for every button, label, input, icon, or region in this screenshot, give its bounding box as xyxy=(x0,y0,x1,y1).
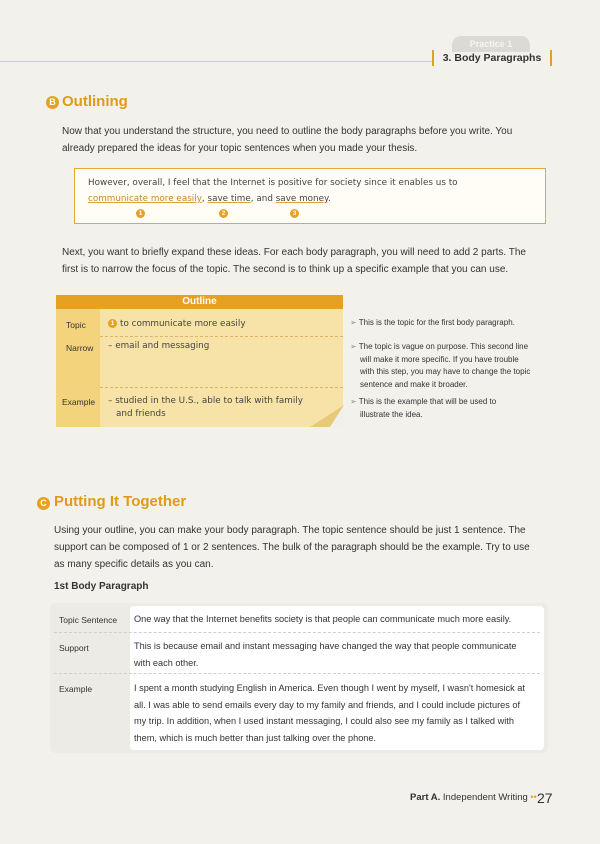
topic-sentence-text: One way that the Internet benefits society is that people can communicate much more easily. xyxy=(134,614,512,624)
header-rule xyxy=(0,61,432,62)
section-c-badge: C xyxy=(37,497,50,510)
subheading-1st-body-paragraph: 1st Body Paragraph xyxy=(54,581,149,592)
outline-topic-text: to communicate more easily xyxy=(120,319,246,329)
outline-label-narrow: Narrow xyxy=(66,343,94,353)
note-narrow: ➢ The topic is vague on purpose. This second line will make it more specific. If you have trouble with this step, you may have to change the topic sentence and make it broader. xyxy=(350,342,531,389)
chapter-label: 3. Body Paragraphs xyxy=(432,50,552,66)
row-divider xyxy=(54,632,540,634)
section-b-title: Outlining xyxy=(62,93,128,110)
outline-divider xyxy=(100,387,343,389)
note-example: ➢ This is the example that will be used to illustrate the idea. xyxy=(350,397,497,419)
page-curl-icon xyxy=(310,405,344,429)
outline-label-example: Example xyxy=(62,397,96,407)
marker-3: 3 xyxy=(290,209,299,218)
support-text: This is because email and instant messaging have changed the way that people communicate with each other. xyxy=(134,641,517,668)
marker-2: 2 xyxy=(219,209,228,218)
section-c-intro: Using your outline, you can make your body paragraph. The topic sentence should be just 1 sentence. The support can be composed of 1 or 2 sentences. The bulk of the paragraph should be the example. Try to use as many specific details as you can. xyxy=(54,525,530,570)
example-text: I spent a month studying English in America. Even though I went by myself, I wasn't homesick at all. I was able to send emails every day to my family and friends, and I could include pictures of my trip. In addition, when I used instant messaging, I could also see my family as I talked with them, which is much better than just talking over the phone. xyxy=(134,683,525,743)
outline-label-topic: Topic xyxy=(66,320,86,330)
label-support: Support xyxy=(59,643,89,653)
section-c-title: Putting It Together xyxy=(54,493,187,510)
next-text: Next, you want to briefly expand these ideas. For each body paragraph, you will need to add 2 parts. The first is to narrow the focus of the topic. The second is to think up a specific example that you can use. xyxy=(62,247,526,275)
marker-1: 1 xyxy=(136,209,145,218)
section-b-intro: Now that you understand the structure, you need to outline the body paragraphs before you write. You already prepared the ideas for your topic sentences when you made your thesis. xyxy=(62,126,513,154)
row-divider xyxy=(54,673,540,675)
label-example: Example xyxy=(59,684,93,694)
label-topic-sentence: Topic Sentence xyxy=(59,615,118,625)
thesis-line-1: However, overall, I feel that the Internet is positive for society since it enables us to xyxy=(88,178,458,188)
page-number: 27 xyxy=(537,790,553,806)
outline-divider xyxy=(100,336,343,338)
note-topic: ➢ This is the topic for the first body paragraph. xyxy=(350,318,515,327)
practice-tab: Practice 1 xyxy=(452,36,530,52)
outline-heading: Outline xyxy=(56,295,343,309)
footer-label: Part A. Independent Writing •• xyxy=(410,792,537,803)
thesis-line-2: communicate more easily, save time, and save money. xyxy=(88,194,331,204)
marker-1: 1 xyxy=(108,319,117,328)
outline-example-text: – studied in the U.S., able to talk with family and friends xyxy=(108,396,303,419)
section-b-badge: B xyxy=(46,96,59,109)
outline-narrow-text: – email and messaging xyxy=(108,341,210,351)
